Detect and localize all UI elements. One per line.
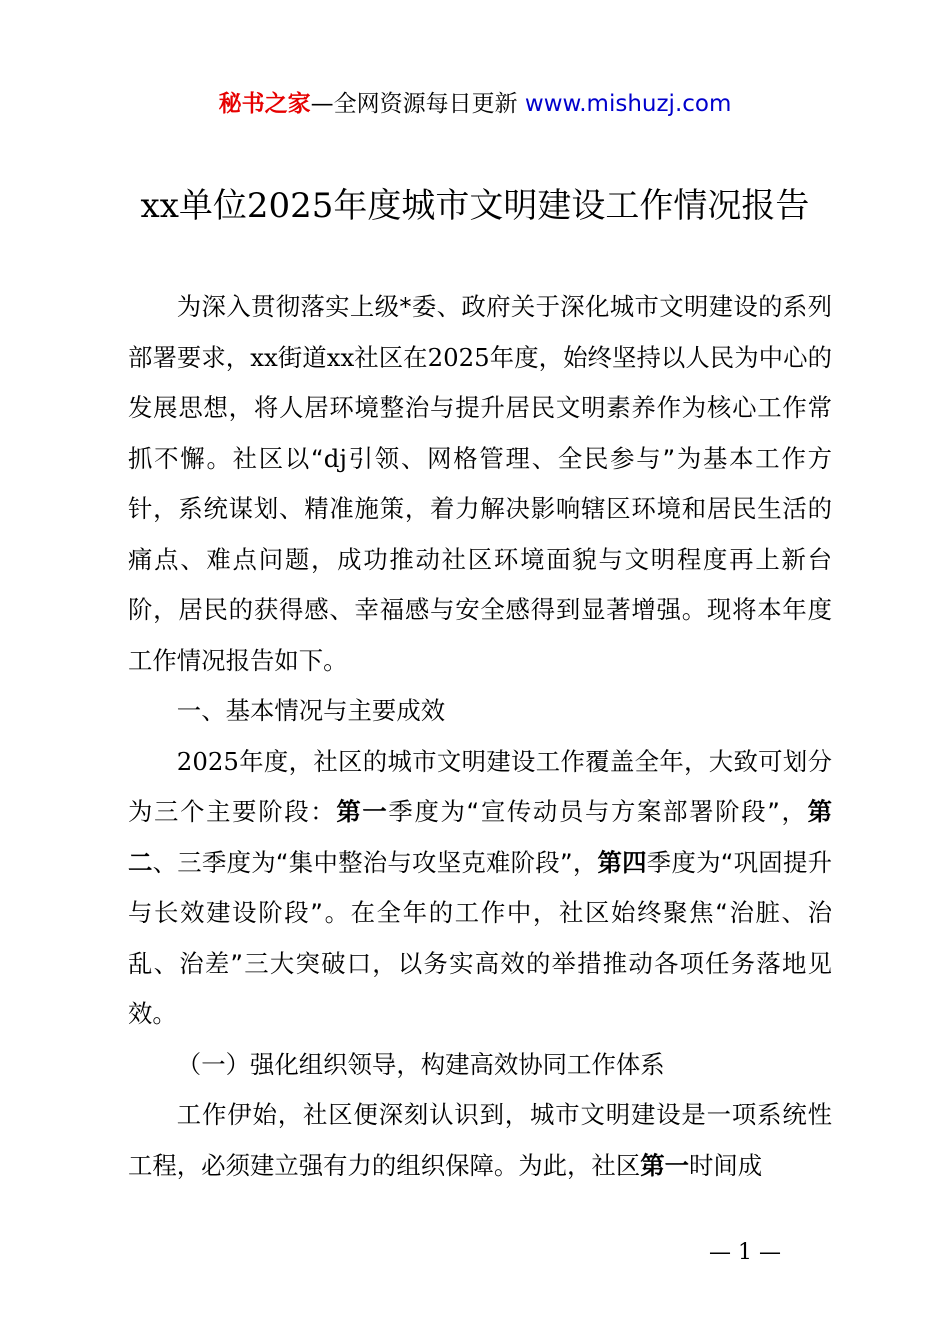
- text-run: dj: [323, 443, 347, 473]
- intro-paragraph: [128, 282, 832, 686]
- bold-text-run: 第一: [336, 797, 389, 826]
- text-run: 工作伊始，社区便深刻认识到，城市文明建设是一项系统性工程，必须建立强有力的组织保障。为此，社区: [128, 1100, 832, 1180]
- subsection-heading-1: （一）强化组织领导，构建高效协同工作体系: [176, 1049, 665, 1079]
- page-number: — 1 —: [709, 1240, 781, 1265]
- text-run: xx: [250, 342, 278, 372]
- text-run: 街道: [277, 342, 327, 372]
- stages-paragraph: [128, 737, 832, 1040]
- bold-text-run: 第一: [640, 1150, 690, 1180]
- text-run: 年度，社区的城市文明建设工作覆盖全年，大致可划分为三个主要阶段：: [128, 746, 832, 826]
- document-title: xx单位2025年度城市文明建设工作情况报告: [140, 186, 810, 226]
- text-run: 年度，始终坚持以人民为中心的发展思想，将人居环境整治与提升居民文明素养作为核心工作常抓不懈。社区以“: [128, 342, 832, 473]
- text-run: 引领、网格管理、全民参与”为基本工作方针，系统谋划、精准施策，着力解决影响辖区环境和居民生活的痛点、难点问题，成功推动社区环境面貌与文明程度再上新台阶，居民的获得感、幸福感与安全感得到显著增强。现将本年度工作情况报告如下。: [128, 443, 833, 675]
- text-run: 2025: [176, 746, 239, 776]
- organization-paragraph: [128, 1090, 832, 1191]
- section-heading-1: 一、基本情况与主要成效: [176, 696, 446, 725]
- text-run: 季度为“宣传动员与方案部署阶段”，: [388, 797, 808, 826]
- text-run: 、三季度为“集中整治与攻坚克难阶段”，: [152, 847, 598, 877]
- text-run: 时间成: [689, 1150, 763, 1180]
- bold-text-run: 第二: [128, 797, 832, 877]
- site-header: [0, 88, 950, 120]
- text-run: xx: [326, 342, 355, 372]
- site-brand: 秘书之家: [218, 91, 311, 117]
- site-url-link[interactable]: www.mishuzj.com: [524, 91, 732, 117]
- bold-text-run: 第四: [597, 847, 647, 877]
- text-run: 社区在: [354, 342, 428, 372]
- site-tagline: —全网资源每日更新: [310, 91, 525, 117]
- text-run: 季度为“巩固提升与长效建设阶段”。在全年的工作中，社区始终聚焦“治脏、治乱、治差”三大突破口，以务实高效的举措推动各项任务落地见效。: [128, 847, 832, 1028]
- document-body: [128, 282, 832, 1191]
- text-run: 2025: [427, 342, 490, 372]
- text-run: 为深入贯彻落实上级*委、政府关于深化城市文明建设的系列部署要求，: [128, 292, 832, 372]
